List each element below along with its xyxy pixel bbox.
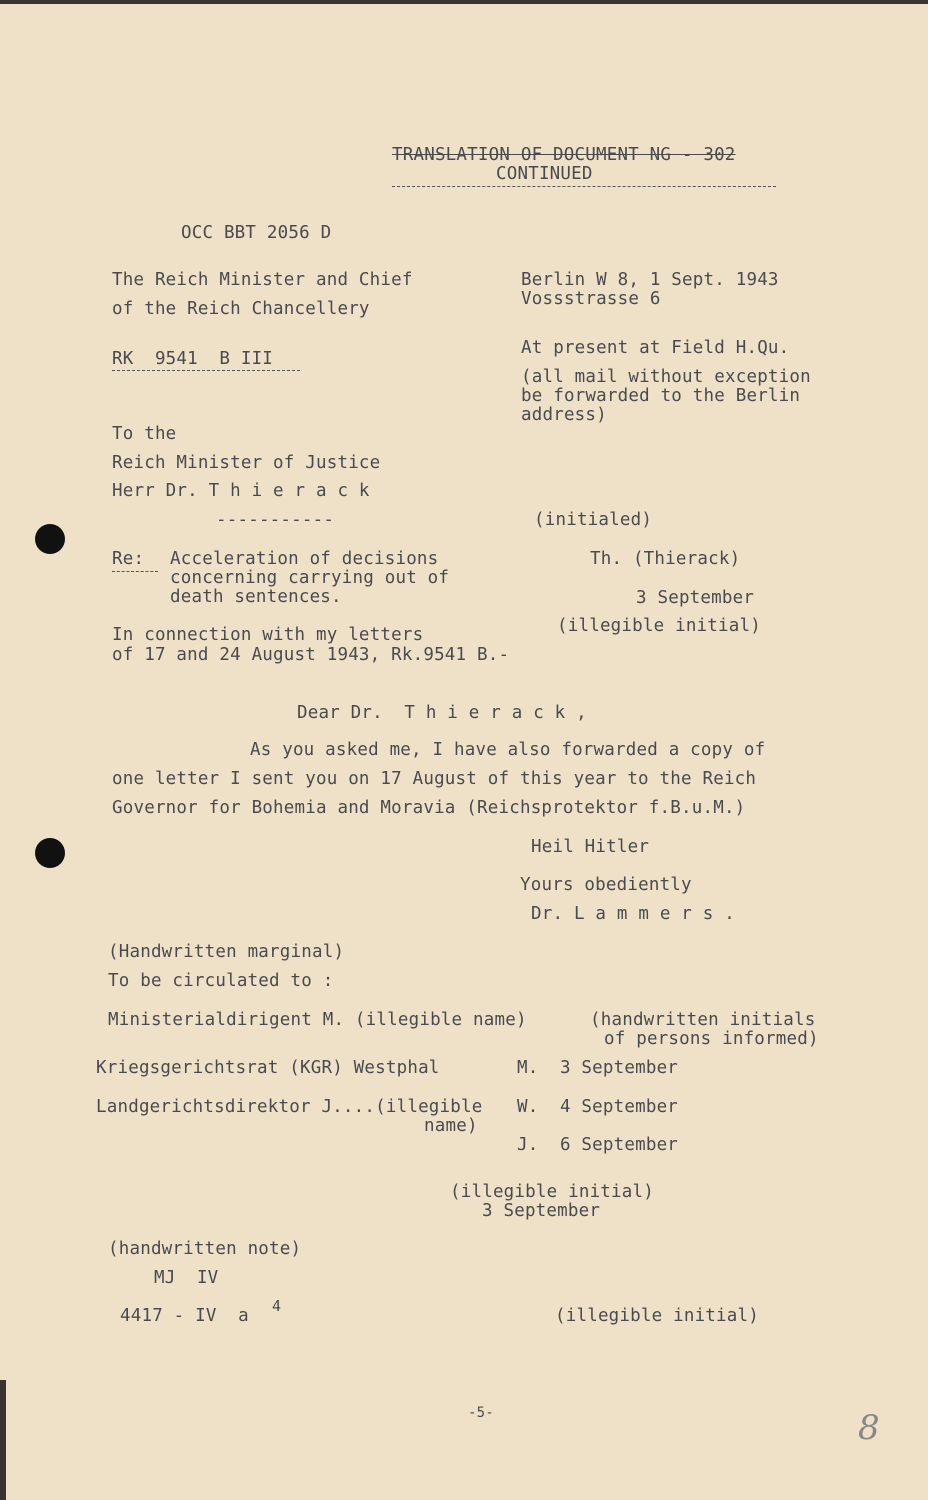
handwritten-page-mark: 8 bbox=[858, 1408, 880, 1448]
subject-label-underline bbox=[112, 571, 158, 572]
recipient-row2-name: Kriegsgerichtsrat (KGR) Westphal bbox=[96, 1058, 440, 1078]
body-line3: Governor for Bohemia and Moravia (Reichsprotektor f.B.u.M.) bbox=[112, 798, 746, 818]
punch-hole-icon bbox=[35, 524, 65, 554]
recipient-line3: Herr Dr. T h i e r a c k bbox=[112, 481, 370, 501]
note-line2: 4417 - IV a bbox=[120, 1306, 249, 1326]
recipient-row3-initial: W. 4 September bbox=[517, 1097, 679, 1117]
file-ref: OCC BBT 2056 D bbox=[181, 223, 332, 243]
recipient-line2: Reich Minister of Justice bbox=[112, 453, 381, 473]
marginal-circulate: To be circulated to : bbox=[108, 971, 334, 991]
page-top-edge bbox=[0, 0, 928, 4]
sender-line1: The Reich Minister and Chief bbox=[112, 270, 413, 290]
punch-hole-icon bbox=[35, 838, 65, 868]
subject-line3: death sentences. bbox=[170, 587, 342, 607]
subject-line2: concerning carrying out of bbox=[170, 568, 450, 588]
closing-signature: Dr. L a m m e r s . bbox=[531, 904, 735, 924]
note-superscript: 4 bbox=[272, 1297, 282, 1315]
recipient-row1-name: Ministerialdirigent M. (illegible name) bbox=[108, 1010, 527, 1030]
marginal-illegible-initial: (illegible initial) bbox=[450, 1182, 654, 1202]
page-number: -5- bbox=[468, 1405, 494, 1421]
marginal-illegible-date: 3 September bbox=[482, 1201, 601, 1221]
recipient-row1-note1: (handwritten initials bbox=[590, 1010, 816, 1030]
body-line1: As you asked me, I have also forwarded a copy of bbox=[250, 740, 766, 760]
header-line1: TRANSLATION OF DOCUMENT NG - 302 bbox=[392, 145, 736, 165]
note-initial: (illegible initial) bbox=[555, 1306, 759, 1326]
note-line1: MJ IV bbox=[154, 1268, 219, 1288]
connection-line1: In connection with my letters bbox=[112, 625, 424, 645]
recipient-row3-name: Landgerichtsdirektor J....(illegible bbox=[96, 1097, 483, 1117]
initialed-line1: Th. (Thierack) bbox=[590, 549, 741, 569]
recipient-rule: ----------- bbox=[216, 510, 335, 530]
initialed-label: (initialed) bbox=[534, 510, 653, 530]
recipient-row2-initial: M. 3 September bbox=[517, 1058, 679, 1078]
initialed-line2: 3 September bbox=[636, 588, 755, 608]
sender-ref: RK 9541 B III bbox=[112, 349, 274, 369]
marginal-label: (Handwritten marginal) bbox=[108, 942, 345, 962]
recipient-row3-name2: name) bbox=[424, 1116, 478, 1136]
place-present: At present at Field H.Qu. bbox=[521, 338, 790, 358]
connection-line2: of 17 and 24 August 1943, Rk.9541 B.- bbox=[112, 645, 510, 665]
subject-label: Re: bbox=[112, 549, 145, 569]
place-line2: Vossstrasse 6 bbox=[521, 289, 661, 309]
place-note1: (all mail without exception bbox=[521, 367, 811, 387]
recipient-row1-note2: of persons informed) bbox=[604, 1029, 819, 1049]
closing-line1: Heil Hitler bbox=[531, 837, 650, 857]
place-note2: be forwarded to the Berlin bbox=[521, 386, 801, 406]
salutation: Dear Dr. T h i e r a c k , bbox=[297, 703, 587, 723]
recipient-line1: To the bbox=[112, 424, 177, 444]
recipient-row4-initial: J. 6 September bbox=[517, 1135, 679, 1155]
note-label: (handwritten note) bbox=[108, 1239, 302, 1259]
page-left-edge bbox=[0, 1380, 6, 1500]
subject-line1: Acceleration of decisions bbox=[170, 549, 439, 569]
sender-line2: of the Reich Chancellery bbox=[112, 299, 370, 319]
header-line2: CONTINUED bbox=[496, 164, 593, 184]
sender-ref-underline bbox=[112, 370, 300, 371]
body-line2: one letter I sent you on 17 August of this year to the Reich bbox=[112, 769, 757, 789]
place-line1: Berlin W 8, 1 Sept. 1943 bbox=[521, 270, 779, 290]
place-note3: address) bbox=[521, 405, 607, 425]
closing-line2: Yours obediently bbox=[520, 875, 692, 895]
header-rule bbox=[392, 186, 776, 187]
initialed-line3: (illegible initial) bbox=[557, 616, 761, 636]
